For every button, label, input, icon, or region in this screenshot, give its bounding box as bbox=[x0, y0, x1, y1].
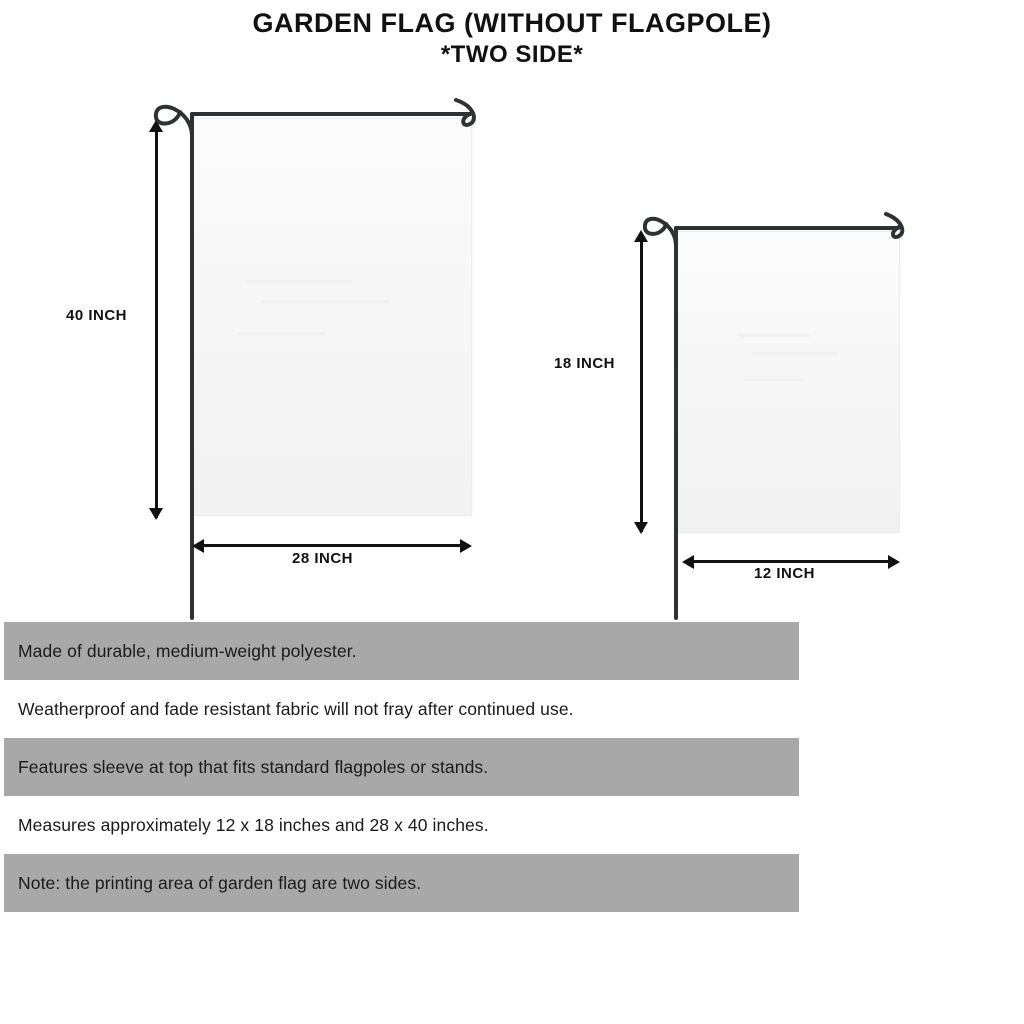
small-flag-width-label: 12 INCH bbox=[754, 565, 816, 582]
large-flag-height-label: 40 INCH bbox=[66, 307, 128, 324]
small-flag-width-arrow-right bbox=[888, 555, 900, 569]
large-flag-hook-right-icon bbox=[452, 96, 486, 136]
small-flag-pole-arm bbox=[674, 226, 900, 230]
small-flag-height-dimension-line bbox=[640, 240, 643, 532]
large-flag-fold-2 bbox=[262, 300, 390, 303]
title-line-2: *TWO SIDE* bbox=[440, 41, 584, 68]
feature-text: Measures approximately 12 x 18 inches and 28 x 40 inches. bbox=[18, 814, 489, 835]
large-flag-pole-arm bbox=[190, 112, 472, 116]
small-flag-height-arrow-bottom bbox=[634, 522, 648, 534]
large-flag-width-arrow-right bbox=[460, 539, 472, 553]
list-item bbox=[4, 680, 799, 738]
large-flag-height-arrow-top bbox=[149, 120, 163, 132]
feature-text: Made of durable, medium-weight polyester. bbox=[18, 640, 357, 661]
small-flag-height-label: 18 INCH bbox=[554, 355, 616, 372]
feature-text: Weatherproof and fade resistant fabric will not fray after continued use. bbox=[18, 698, 574, 719]
small-flag-cloth bbox=[676, 231, 900, 533]
large-flag-width-label: 28 INCH bbox=[292, 550, 354, 567]
large-flag-fold-1 bbox=[246, 280, 352, 283]
list-item bbox=[4, 622, 799, 680]
list-item bbox=[4, 738, 799, 796]
large-flag-width-arrow-left bbox=[192, 539, 204, 553]
large-flag-fold-3 bbox=[238, 332, 326, 335]
small-flag-pole-vertical bbox=[674, 226, 678, 620]
title-line-1: GARDEN FLAG (WITHOUT FLAGPOLE) bbox=[252, 8, 772, 38]
small-flag-height-arrow-top bbox=[634, 230, 648, 242]
small-flag-fold-1 bbox=[738, 334, 810, 337]
small-flag-width-arrow-left bbox=[682, 555, 694, 569]
feature-text: Features sleeve at top that fits standard flagpoles or stands. bbox=[18, 756, 489, 777]
large-flag-height-arrow-bottom bbox=[149, 508, 163, 520]
small-flag-width-dimension-line bbox=[692, 560, 890, 563]
small-flag-fold-3 bbox=[744, 378, 804, 381]
small-flag-hook-right-icon bbox=[882, 210, 914, 248]
feature-list bbox=[4, 622, 799, 912]
small-flag-fold-2 bbox=[752, 352, 838, 355]
large-flag-height-dimension-line bbox=[155, 130, 158, 518]
feature-text: Note: the printing area of garden flag are two sides. bbox=[18, 872, 422, 893]
large-flag-width-dimension-line bbox=[202, 544, 462, 547]
list-item bbox=[4, 796, 799, 854]
page-title bbox=[0, 6, 1024, 70]
list-item bbox=[4, 854, 799, 912]
large-flag-cloth bbox=[192, 118, 472, 516]
